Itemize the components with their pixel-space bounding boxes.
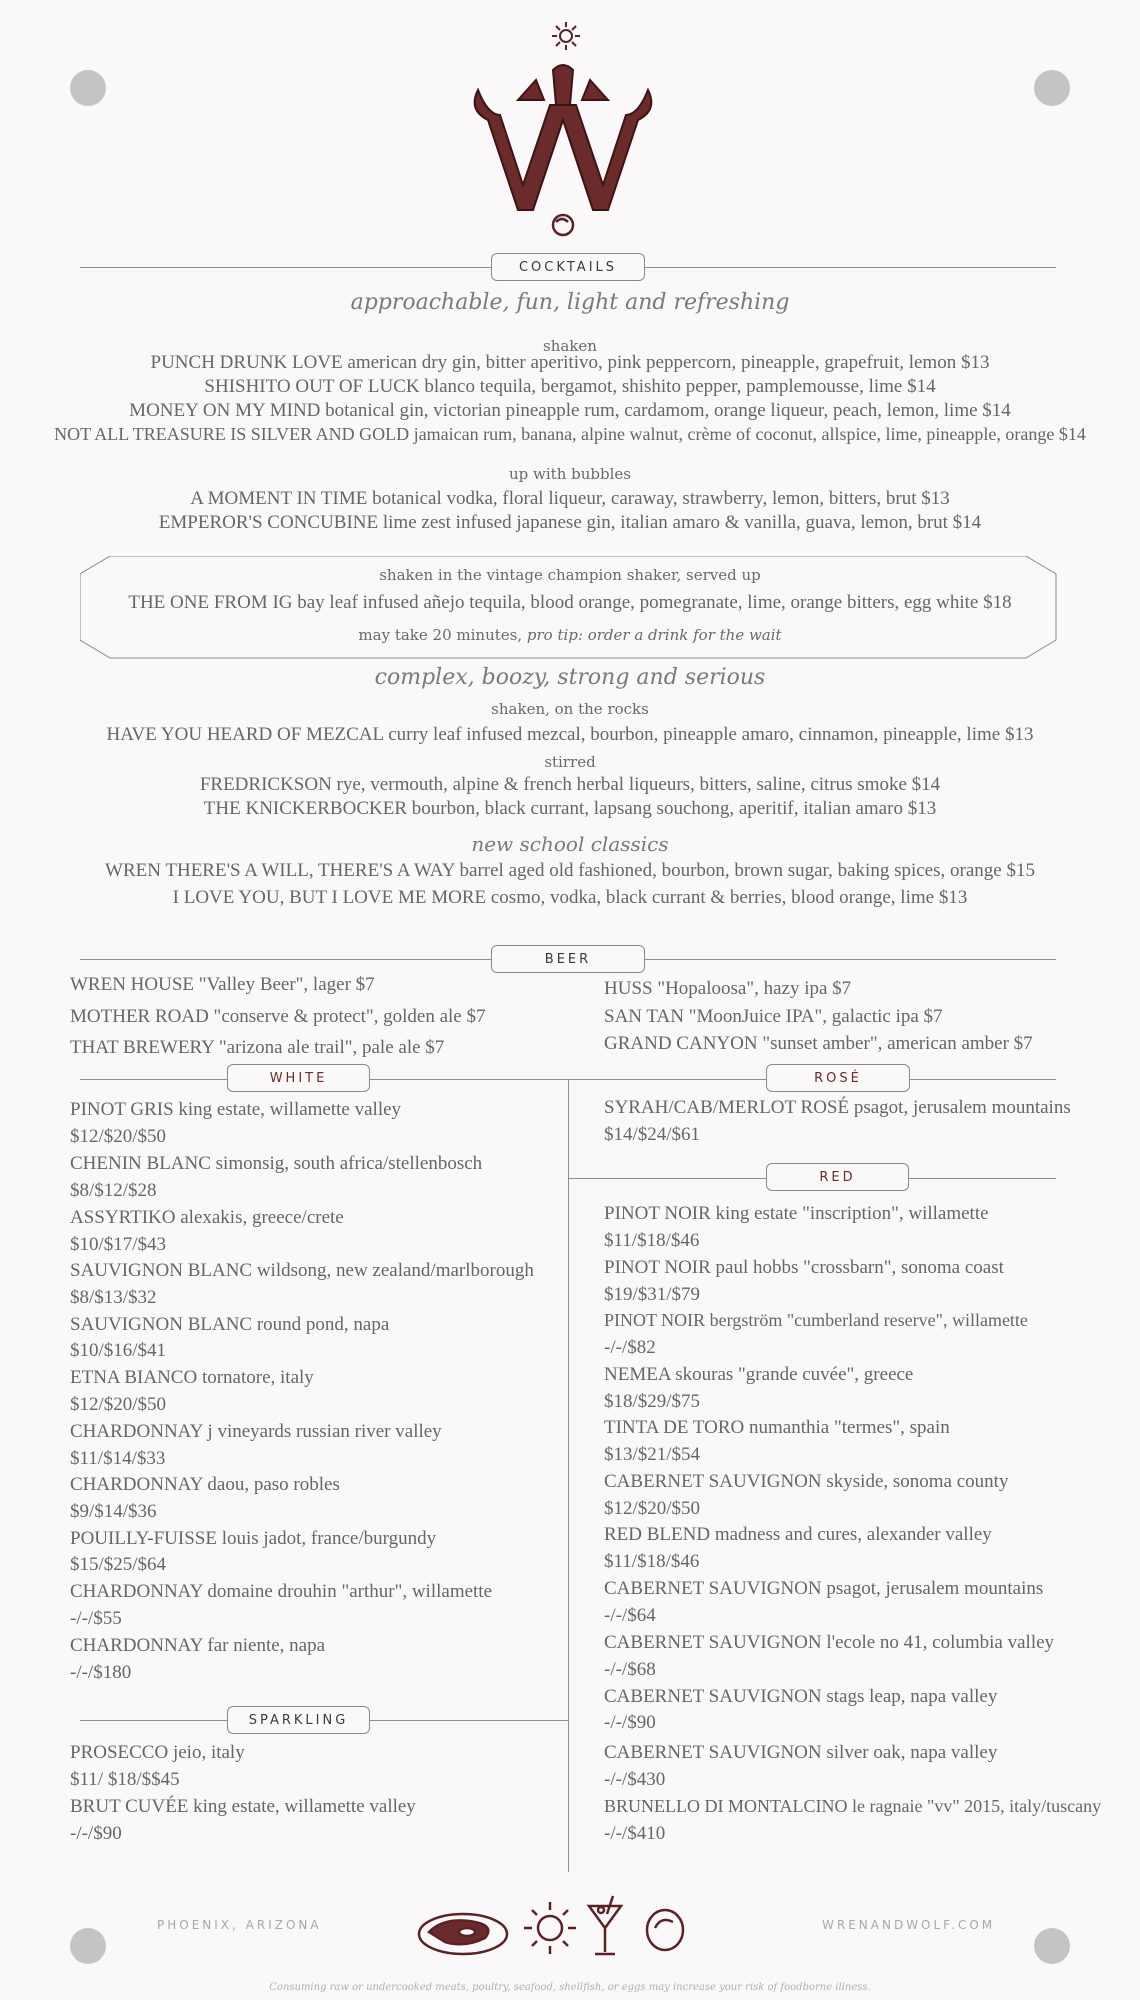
red-line: BRUNELLO DI MONTALCINO le ragnaie "vv" 2015, italy/tuscany	[604, 1796, 1102, 1816]
martini-glass-icon	[589, 1896, 621, 1954]
rose-header: ROSÉ	[766, 1064, 910, 1092]
red-line: -/-/$68	[604, 1659, 656, 1680]
red-line: RED BLEND madness and cures, alexander valley	[604, 1524, 992, 1545]
red-line: $19/$31/$79	[604, 1284, 701, 1305]
classics-label: new school classics	[471, 832, 669, 856]
red-line: NEMEA skouras "grande cuvée", greece	[604, 1364, 914, 1385]
champion-item: THE ONE FROM IG bay leaf infused añejo tequila, blood orange, pomegranate, lime, orange bitters, egg white $18	[128, 592, 1012, 613]
white-line: PINOT GRIS king estate, willamette valley	[70, 1099, 402, 1120]
classics-item-2: I LOVE YOU, BUT I LOVE ME MORE cosmo, vodka, black currant & berries, blood orange, lime $13	[172, 887, 968, 908]
champion-tip: pro tip: order a drink for the wait	[526, 626, 782, 644]
white-line: -/-/$55	[70, 1608, 122, 1629]
white-line: $8/$12/$28	[70, 1180, 157, 1201]
red-line: CABERNET SAUVIGNON l'ecole no 41, columbia valley	[604, 1632, 1055, 1653]
white-line: CHARDONNAY far niente, napa	[70, 1635, 326, 1656]
red-line: $11/$18/$46	[604, 1551, 700, 1572]
beer-right-2: SAN TAN "MoonJuice IPA", galactic ipa $7	[604, 1006, 943, 1027]
red-header: RED	[766, 1163, 909, 1191]
beer-header: BEER	[491, 945, 645, 973]
stirred-label: stirred	[544, 753, 596, 771]
white-header: WHITE	[227, 1064, 370, 1092]
white-line: $10/$17/$43	[70, 1234, 167, 1255]
rose-line: $14/$24/$61	[604, 1124, 701, 1145]
classics-item-1: WREN THERE'S A WILL, THERE'S A WAY barrel aged old fashioned, bourbon, brown sugar, baking spices, orange $15	[105, 860, 1035, 881]
corner-dot-top-right	[1034, 70, 1070, 106]
white-line: SAUVIGNON BLANC round pond, napa	[70, 1314, 390, 1335]
red-line: $18/$29/$75	[604, 1391, 701, 1412]
rocks-label: shaken, on the rocks	[491, 700, 649, 718]
white-line: $8/$13/$32	[70, 1287, 157, 1308]
sun-icon	[458, 20, 668, 250]
champion-note	[0, 626, 1140, 644]
red-line: CABERNET SAUVIGNON psagot, jerusalem mountains	[604, 1578, 1044, 1599]
white-line: $12/$20/$50	[70, 1394, 167, 1415]
champion-note-text: may take 20 minutes,	[358, 626, 527, 644]
beer-left-2: MOTHER ROAD "conserve & protect", golden ale $7	[70, 1006, 486, 1027]
sparkling-line: BRUT CUVÉE king estate, willamette valley	[70, 1796, 416, 1817]
white-line: $12/$20/$50	[70, 1126, 167, 1147]
rocks-item-1: HAVE YOU HEARD OF MEZCAL curry leaf infused mezcal, bourbon, pineapple amaro, cinnamon, pineapple, lime $13	[106, 724, 1034, 745]
stirred-item-2: THE KNICKERBOCKER bourbon, black currant, lapsang souchong, aperitif, italian amaro $13	[203, 798, 937, 819]
logo	[458, 20, 668, 250]
red-line: $12/$20/$50	[604, 1498, 701, 1519]
red-line: CABERNET SAUVIGNON stags leap, napa valley	[604, 1686, 998, 1707]
sun-sketch-icon	[524, 1902, 576, 1954]
red-line: -/-/$430	[604, 1769, 666, 1790]
sparkling-line: $11/ $18/$$45	[70, 1769, 180, 1790]
white-line: SAUVIGNON BLANC wildsong, new zealand/marlborough	[70, 1260, 534, 1281]
white-line: ASSYRTIKO alexakis, greece/crete	[70, 1207, 344, 1228]
plate-icon	[419, 1914, 507, 1954]
white-line: ETNA BIANCO tornatore, italy	[70, 1367, 314, 1388]
red-line: -/-/$90	[604, 1712, 656, 1733]
shaken-item-2: SHISHITO OUT OF LUCK blanco tequila, bergamot, shishito pepper, pamplemousse, lime $14	[204, 376, 936, 397]
footer-location: PHOENIX, ARIZONA	[157, 1918, 322, 1932]
white-line: $11/$14/$33	[70, 1448, 166, 1469]
corner-dot-top-left	[70, 70, 106, 106]
footer-disclaimer: Consuming raw or undercooked meats, poultry, seafood, shellfish, or eggs may increase your risk of foodborne illness.	[269, 1982, 871, 1993]
stirred-item-1: FREDRICKSON rye, vermouth, alpine & french herbal liqueurs, bitters, saline, citrus smoke $14	[199, 774, 941, 795]
cocktails-header: COCKTAILS	[491, 253, 645, 281]
rose-line: SYRAH/CAB/MERLOT ROSÉ psagot, jerusalem mountains	[604, 1097, 1071, 1118]
bubbles-label: up with bubbles	[509, 465, 631, 483]
shaken-item-3: MONEY ON MY MIND botanical gin, victorian pineapple rum, cardamom, orange liqueur, peach, lemon, lime $14	[129, 400, 1011, 421]
white-line: $9/$14/$36	[70, 1501, 157, 1522]
corner-dot-bottom-left	[70, 1928, 106, 1964]
column-divider	[568, 1079, 569, 1872]
red-line: TINTA DE TORO numanthia "termes", spain	[604, 1417, 950, 1438]
footer-website: WRENANDWOLF.COM	[822, 1918, 996, 1932]
shaken-item-4: NOT ALL TREASURE IS SILVER AND GOLD jamaican rum, banana, alpine walnut, crème of coconut, allspice, lime, pineapple, orange $14	[54, 424, 1086, 444]
tagline-boozy: complex, boozy, strong and serious	[374, 665, 766, 690]
red-line: $13/$21/$54	[604, 1444, 701, 1465]
bubbles-item-1: A MOMENT IN TIME botanical vodka, floral liqueur, caraway, strawberry, lemon, bitters, brut $13	[190, 488, 950, 509]
white-line: POUILLY-FUISSE louis jadot, france/burgundy	[70, 1528, 437, 1549]
white-line: $10/$16/$41	[70, 1340, 167, 1361]
beer-left-1: WREN HOUSE "Valley Beer", lager $7	[70, 974, 375, 995]
red-line: PINOT NOIR bergström "cumberland reserve", willamette	[604, 1310, 1028, 1330]
tagline-light: approachable, fun, light and refreshing	[350, 290, 790, 315]
red-line: CABERNET SAUVIGNON silver oak, napa valley	[604, 1742, 998, 1763]
bubbles-item-2: EMPEROR'S CONCUBINE lime zest infused japanese gin, italian amaro & vanilla, guava, lemon, brut $14	[158, 512, 982, 533]
corner-dot-bottom-right	[1034, 1928, 1070, 1964]
shaken-label: shaken	[543, 337, 597, 355]
white-line: CHARDONNAY domaine drouhin "arthur", willamette	[70, 1581, 493, 1602]
sparkling-line: -/-/$90	[70, 1823, 122, 1844]
footer-illustrations	[415, 1892, 705, 1960]
red-line: CABERNET SAUVIGNON skyside, sonoma county	[604, 1471, 1009, 1492]
white-line: CHARDONNAY daou, paso robles	[70, 1474, 340, 1495]
red-line: -/-/$64	[604, 1605, 656, 1626]
champion-label: shaken in the vintage champion shaker, served up	[379, 566, 761, 584]
beer-left-3: THAT BREWERY "arizona ale trail", pale ale $7	[70, 1037, 445, 1058]
white-line: CHENIN BLANC simonsig, south africa/stellenbosch	[70, 1153, 483, 1174]
red-line: $11/$18/$46	[604, 1230, 700, 1251]
beer-right-1: HUSS "Hopaloosa", hazy ipa $7	[604, 978, 852, 999]
red-line: -/-/$410	[604, 1823, 666, 1844]
sparkling-header: SPARKLING	[227, 1706, 370, 1734]
beer-right-3: GRAND CANYON "sunset amber", american amber $7	[604, 1033, 1033, 1054]
white-line: $15/$25/$64	[70, 1554, 167, 1575]
shaken-item-1: PUNCH DRUNK LOVE american dry gin, bitter aperitivo, pink peppercorn, pineapple, grapefruit, lemon $13	[150, 352, 990, 373]
sparkling-line: PROSECCO jeio, italy	[70, 1742, 245, 1763]
red-line: PINOT NOIR paul hobbs "crossbarn", sonoma coast	[604, 1257, 1004, 1278]
white-line: -/-/$180	[70, 1662, 132, 1683]
red-line: PINOT NOIR king estate "inscription", willamette	[604, 1203, 989, 1224]
white-line: CHARDONNAY j vineyards russian river valley	[70, 1421, 442, 1442]
red-line: -/-/$82	[604, 1337, 656, 1358]
egg-icon	[647, 1910, 683, 1950]
